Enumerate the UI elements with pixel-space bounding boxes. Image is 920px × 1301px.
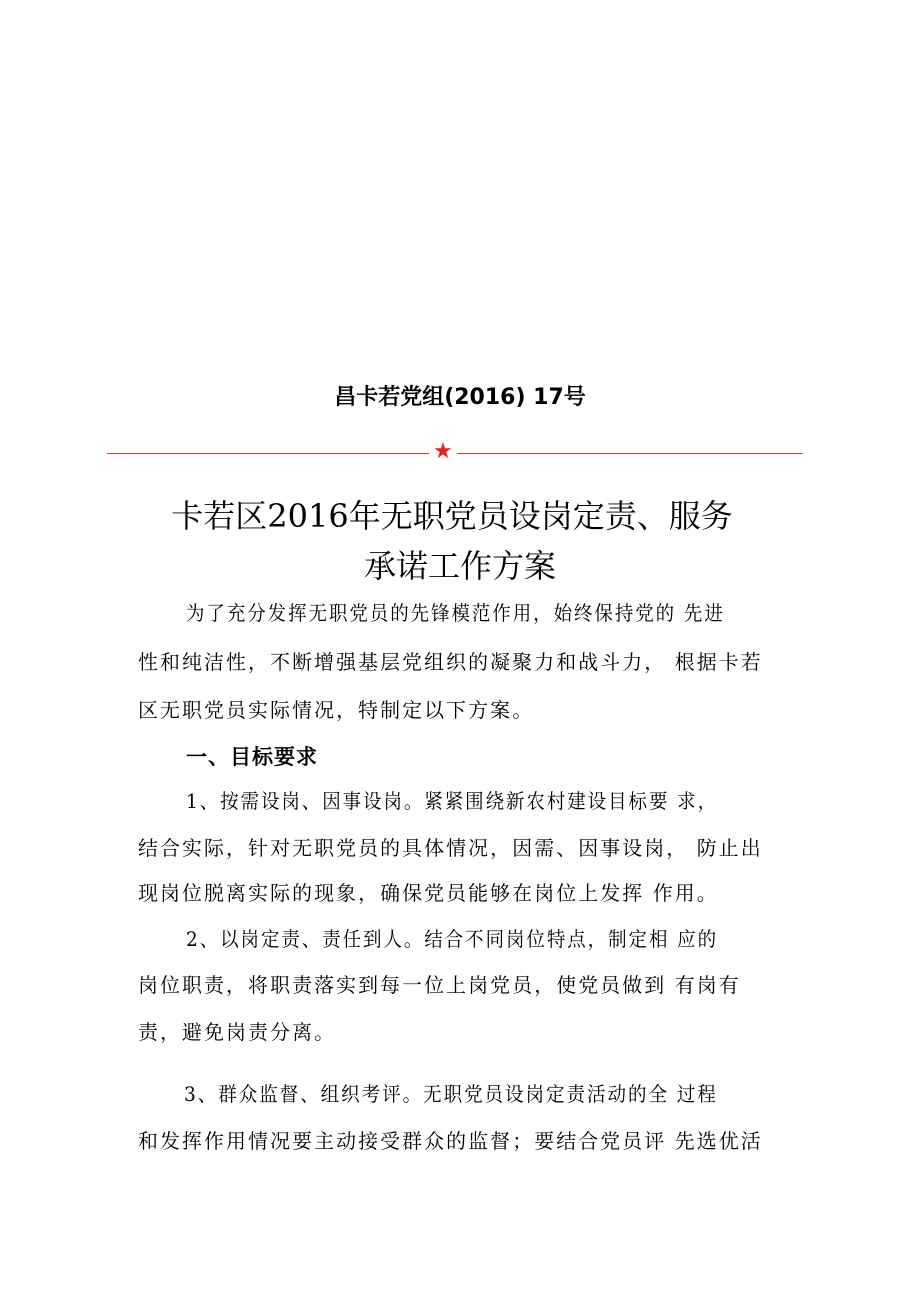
intro-line-1: 为了充分发挥无职党员的先锋模范作用，始终保持党的 先进: [186, 601, 725, 625]
divider-line-left: [107, 453, 429, 454]
item3-line-2: 和发挥作用情况要主动接受群众的监督；要结合党员评 先选优活: [138, 1129, 763, 1153]
item2-line-3: 责，避免岗责分离。: [138, 1020, 337, 1044]
item2-line-2: 岗位职责，将职责落实到每一位上岗党员，使党员做到 有岗有: [138, 973, 741, 997]
intro-line-2: 性和纯洁性，不断增强基层党组织的凝聚力和战斗力， 根据卡若: [138, 650, 763, 674]
item1-line-1: 1、按需设岗、因事设岗。紧紧围绕新农村建设目标要 求，: [186, 789, 719, 813]
intro-line-3: 区无职党员实际情况，特制定以下方案。: [138, 698, 535, 722]
divider-line-right: [457, 453, 803, 454]
item1-line-2: 结合实际，针对无职党员的具体情况，因需、因事设岗， 防止出: [138, 836, 763, 860]
item2-line-1: 2、以岗定责、责任到人。结合不同岗位特点，制定相 应的: [186, 927, 719, 951]
document-number: 昌卡若党组(2016) 17号: [334, 385, 586, 410]
item3-line-1: 3、群众监督、组织考评。无职党员设岗定责活动的全 过程: [184, 1082, 718, 1106]
document-title-line-2: 承诺工作方案: [363, 547, 556, 585]
red-star-icon: ★: [433, 439, 453, 464]
item1-line-3: 现岗位脱离实际的现象，确保党员能够在岗位上发挥 作用。: [138, 881, 719, 905]
section-heading-goals: 一、目标要求: [186, 745, 318, 769]
red-header-divider: [107, 439, 803, 464]
document-title-line-1: 卡若区2016年无职党员设岗定责、服务: [171, 497, 733, 535]
